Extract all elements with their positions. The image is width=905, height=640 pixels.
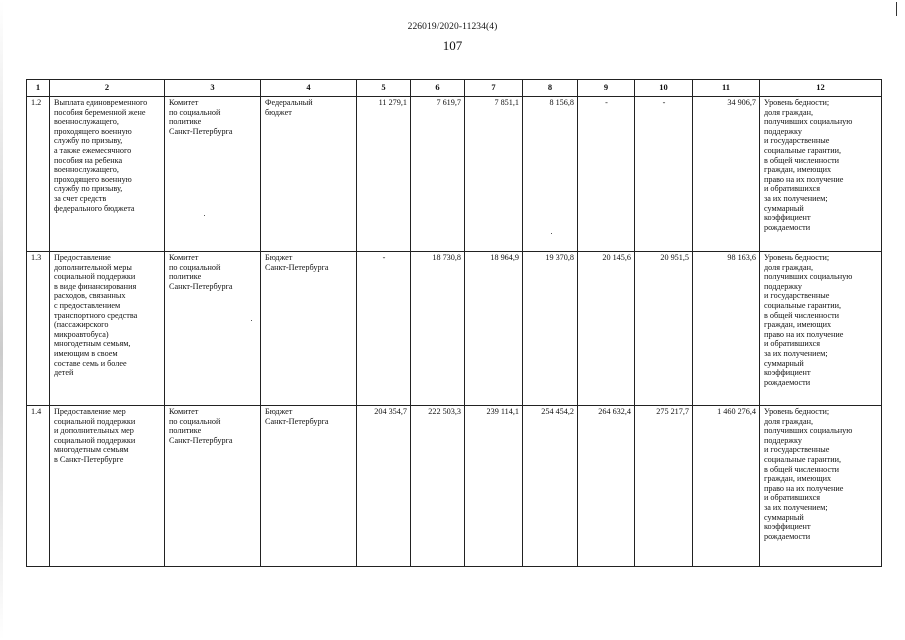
scan-speck [204, 215, 205, 216]
row-indicator [760, 97, 882, 252]
executor-text: Комитет по социальной политике Санкт-Петербурга [169, 98, 233, 136]
column-header: 3 [165, 80, 261, 97]
column-header: 7 [465, 80, 523, 97]
column-header: 8 [523, 80, 578, 97]
table-row [27, 97, 882, 252]
scan-edge-shadow [0, 0, 3, 640]
row-indicator [760, 252, 882, 406]
value-col7: 239 114,1 [465, 406, 523, 567]
value-col9: 20 145,6 [578, 252, 635, 406]
description-text: Предоставление мер социальной поддержки и дополнительных мер социальной поддержки многодетным семьям в Санкт-Петербурге [54, 407, 136, 464]
value-col8: 8 156,8 [523, 97, 578, 252]
value-total: 1 460 276,4 [693, 406, 760, 567]
column-header: 4 [261, 80, 357, 97]
description-text: Выплата единовременного пособия беременной жене военнослужащего, проходящего военную службу по призыву, а также ежемесячного пособия на ребенка военнослужащего, проходящего военную службу по призыву, за счет средств федерального бюджета [54, 98, 148, 213]
value-col8: 254 454,2 [523, 406, 578, 567]
value-col5: 11 279,1 [357, 97, 411, 252]
row-description [50, 406, 165, 567]
value-col6: 222 503,3 [411, 406, 465, 567]
executor-text: Комитет по социальной политике Санкт-Петербурга [169, 253, 233, 291]
row-number: 1.2 [27, 97, 50, 252]
value-col10: 275 217,7 [635, 406, 693, 567]
description-text: Предоставление дополнительной меры социальной поддержки в виде финансирования расходов, связанных с предоставлением транспортного средства (пассажирского микроавтобуса) многодетным семьям, имеющим в своем составе семь и более детей [54, 253, 138, 378]
table-row [27, 252, 882, 406]
table-row [27, 406, 882, 567]
value-col9: 264 632,4 [578, 406, 635, 567]
indicator-text: Уровень бедности; доля граждан, получивших социальную поддержку и государственные социальные гарантии, в общей численности граждан, имеющих право на их получение и обратившихся за их получением; суммарный коэффициент рождаемости [764, 407, 853, 541]
row-number: 1.3 [27, 252, 50, 406]
value-col7: 18 964,9 [465, 252, 523, 406]
column-header: 9 [578, 80, 635, 97]
column-header: 10 [635, 80, 693, 97]
value-col10: - [635, 97, 693, 252]
program-table [26, 79, 882, 567]
row-funding-source [261, 406, 357, 567]
row-funding-source [261, 252, 357, 406]
row-number: 1.4 [27, 406, 50, 567]
column-header: 11 [693, 80, 760, 97]
value-col5: 204 354,7 [357, 406, 411, 567]
document-id: 226019/2020-11234(4) [407, 22, 498, 32]
indicator-text: Уровень бедности; доля граждан, получивших социальную поддержку и государственные социальные гарантии, в общей численности граждан, имеющих право на их получение и обратившихся за их получением; суммарный коэффициент рождаемости [764, 253, 853, 387]
row-description [50, 97, 165, 252]
funding-source-text: Бюджет Санкт-Петербурга [265, 407, 329, 426]
scan-speck [251, 320, 252, 321]
value-total: 98 163,6 [693, 252, 760, 406]
value-col6: 7 619,7 [411, 97, 465, 252]
value-col9: - [578, 97, 635, 252]
column-header: 1 [27, 80, 50, 97]
row-description [50, 252, 165, 406]
value-total: 34 906,7 [693, 97, 760, 252]
row-funding-source [261, 97, 357, 252]
value-col10: 20 951,5 [635, 252, 693, 406]
row-executor [165, 406, 261, 567]
row-indicator [760, 406, 882, 567]
column-header: 12 [760, 80, 882, 97]
column-header: 5 [357, 80, 411, 97]
column-header: 6 [411, 80, 465, 97]
scan-speck [551, 233, 552, 234]
scan-corner-mark [896, 2, 897, 16]
funding-source-text: Бюджет Санкт-Петербурга [265, 253, 329, 272]
page-number: 107 [442, 38, 463, 53]
value-col6: 18 730,8 [411, 252, 465, 406]
table-header-row [27, 80, 882, 97]
funding-source-text: Федеральный бюджет [265, 98, 313, 117]
value-col8: 19 370,8 [523, 252, 578, 406]
row-executor [165, 97, 261, 252]
value-col5: - [357, 252, 411, 406]
column-header: 2 [50, 80, 165, 97]
row-executor [165, 252, 261, 406]
executor-text: Комитет по социальной политике Санкт-Петербурга [169, 407, 233, 445]
value-col7: 7 851,1 [465, 97, 523, 252]
indicator-text: Уровень бедности; доля граждан, получивших социальную поддержку и государственные социальные гарантии, в общей численности граждан, имеющих право на их получение и обратившихся за их получением; суммарный коэффициент рождаемости [764, 98, 853, 232]
